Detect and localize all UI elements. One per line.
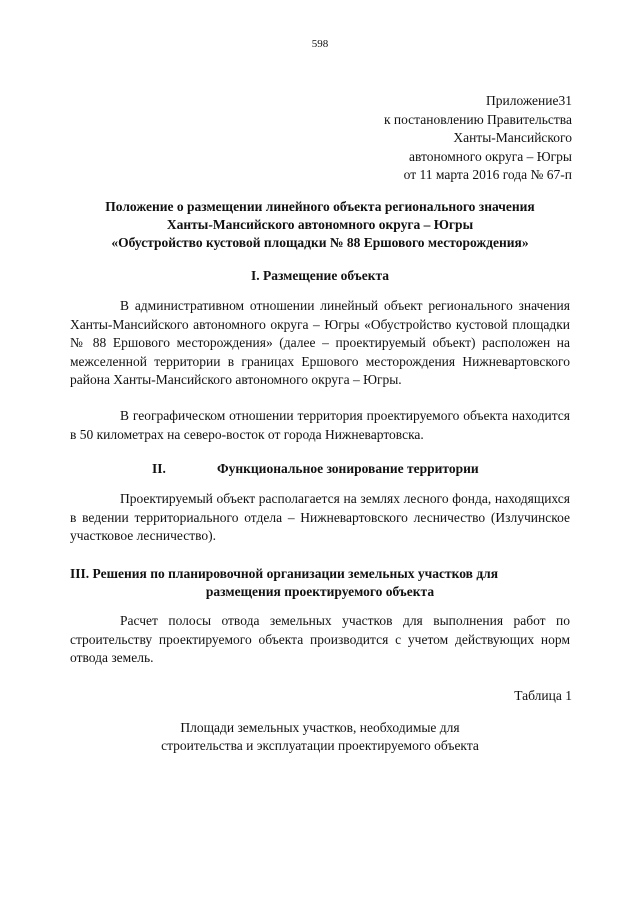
title-line: Ханты-Мансийского автономного округа – Югры <box>166 217 474 232</box>
appendix-line: Приложение31 <box>486 93 572 108</box>
section-2-number: II. <box>152 461 166 476</box>
section-1-paragraph-2 <box>70 407 570 444</box>
section-1-heading: I. Размещение объекта <box>250 268 390 283</box>
section-2-paragraph <box>70 490 570 546</box>
paragraph-text: В административном отношении линейный объект регионального значения Ханты-Мансийского автономного округа – Югры «Обустройство кустовой площадки № 88 Ершового месторождения» (далее – проектируемый объект) расположен на межселенной территории в границах Ершового месторождения Нижневартовского района Ханты-Мансийского автономного округа – Югры. <box>70 298 570 387</box>
appendix-line: от 11 марта 2016 года № 67-п <box>403 167 572 182</box>
page-number: 598 <box>311 38 329 50</box>
appendix-line: автономного округа – Югры <box>409 148 572 164</box>
appendix-line: к постановлению Правительства <box>383 111 572 127</box>
section-3-heading-line: III. Решения по планировочной организации земельных участков для <box>70 566 499 581</box>
title-line: «Обустройство кустовой площадки № 88 Ершового месторождения» <box>111 235 529 250</box>
document-title <box>70 198 570 252</box>
paragraph-text: Проектируемый объект располагается на землях лесного фонда, находящихся в ведении территориального отдела – Нижневартовского лесничество (Излучинское участковое лесничество). <box>70 491 570 543</box>
title-line: Положение о размещении линейного объекта регионального значения <box>105 199 535 214</box>
table-caption <box>70 719 570 755</box>
section-3-paragraph <box>70 612 570 668</box>
table-label: Таблица 1 <box>514 688 572 703</box>
paragraph-text: В географическом отношении территория проектируемого объекта находится в 50 километрах на северо-восток от города Нижневартовска. <box>70 408 570 442</box>
section-3-heading-line: размещения проектируемого объекта <box>205 584 435 599</box>
section-3-heading <box>70 565 570 601</box>
table-caption-line: Площади земельных участков, необходимые для <box>180 720 460 735</box>
section-1-paragraph-1 <box>70 297 570 390</box>
paragraph-text: Расчет полосы отвода земельных участков для выполнения работ по строительству проектируемого объекта производится с учетом действующих норм отвода земель. <box>70 613 570 665</box>
section-2-title: Функциональное зонирование территории <box>217 461 479 476</box>
appendix-block <box>252 92 572 185</box>
table-caption-line: строительства и эксплуатации проектируемого объекта <box>161 738 479 753</box>
appendix-line: Ханты-Мансийского <box>453 130 572 145</box>
